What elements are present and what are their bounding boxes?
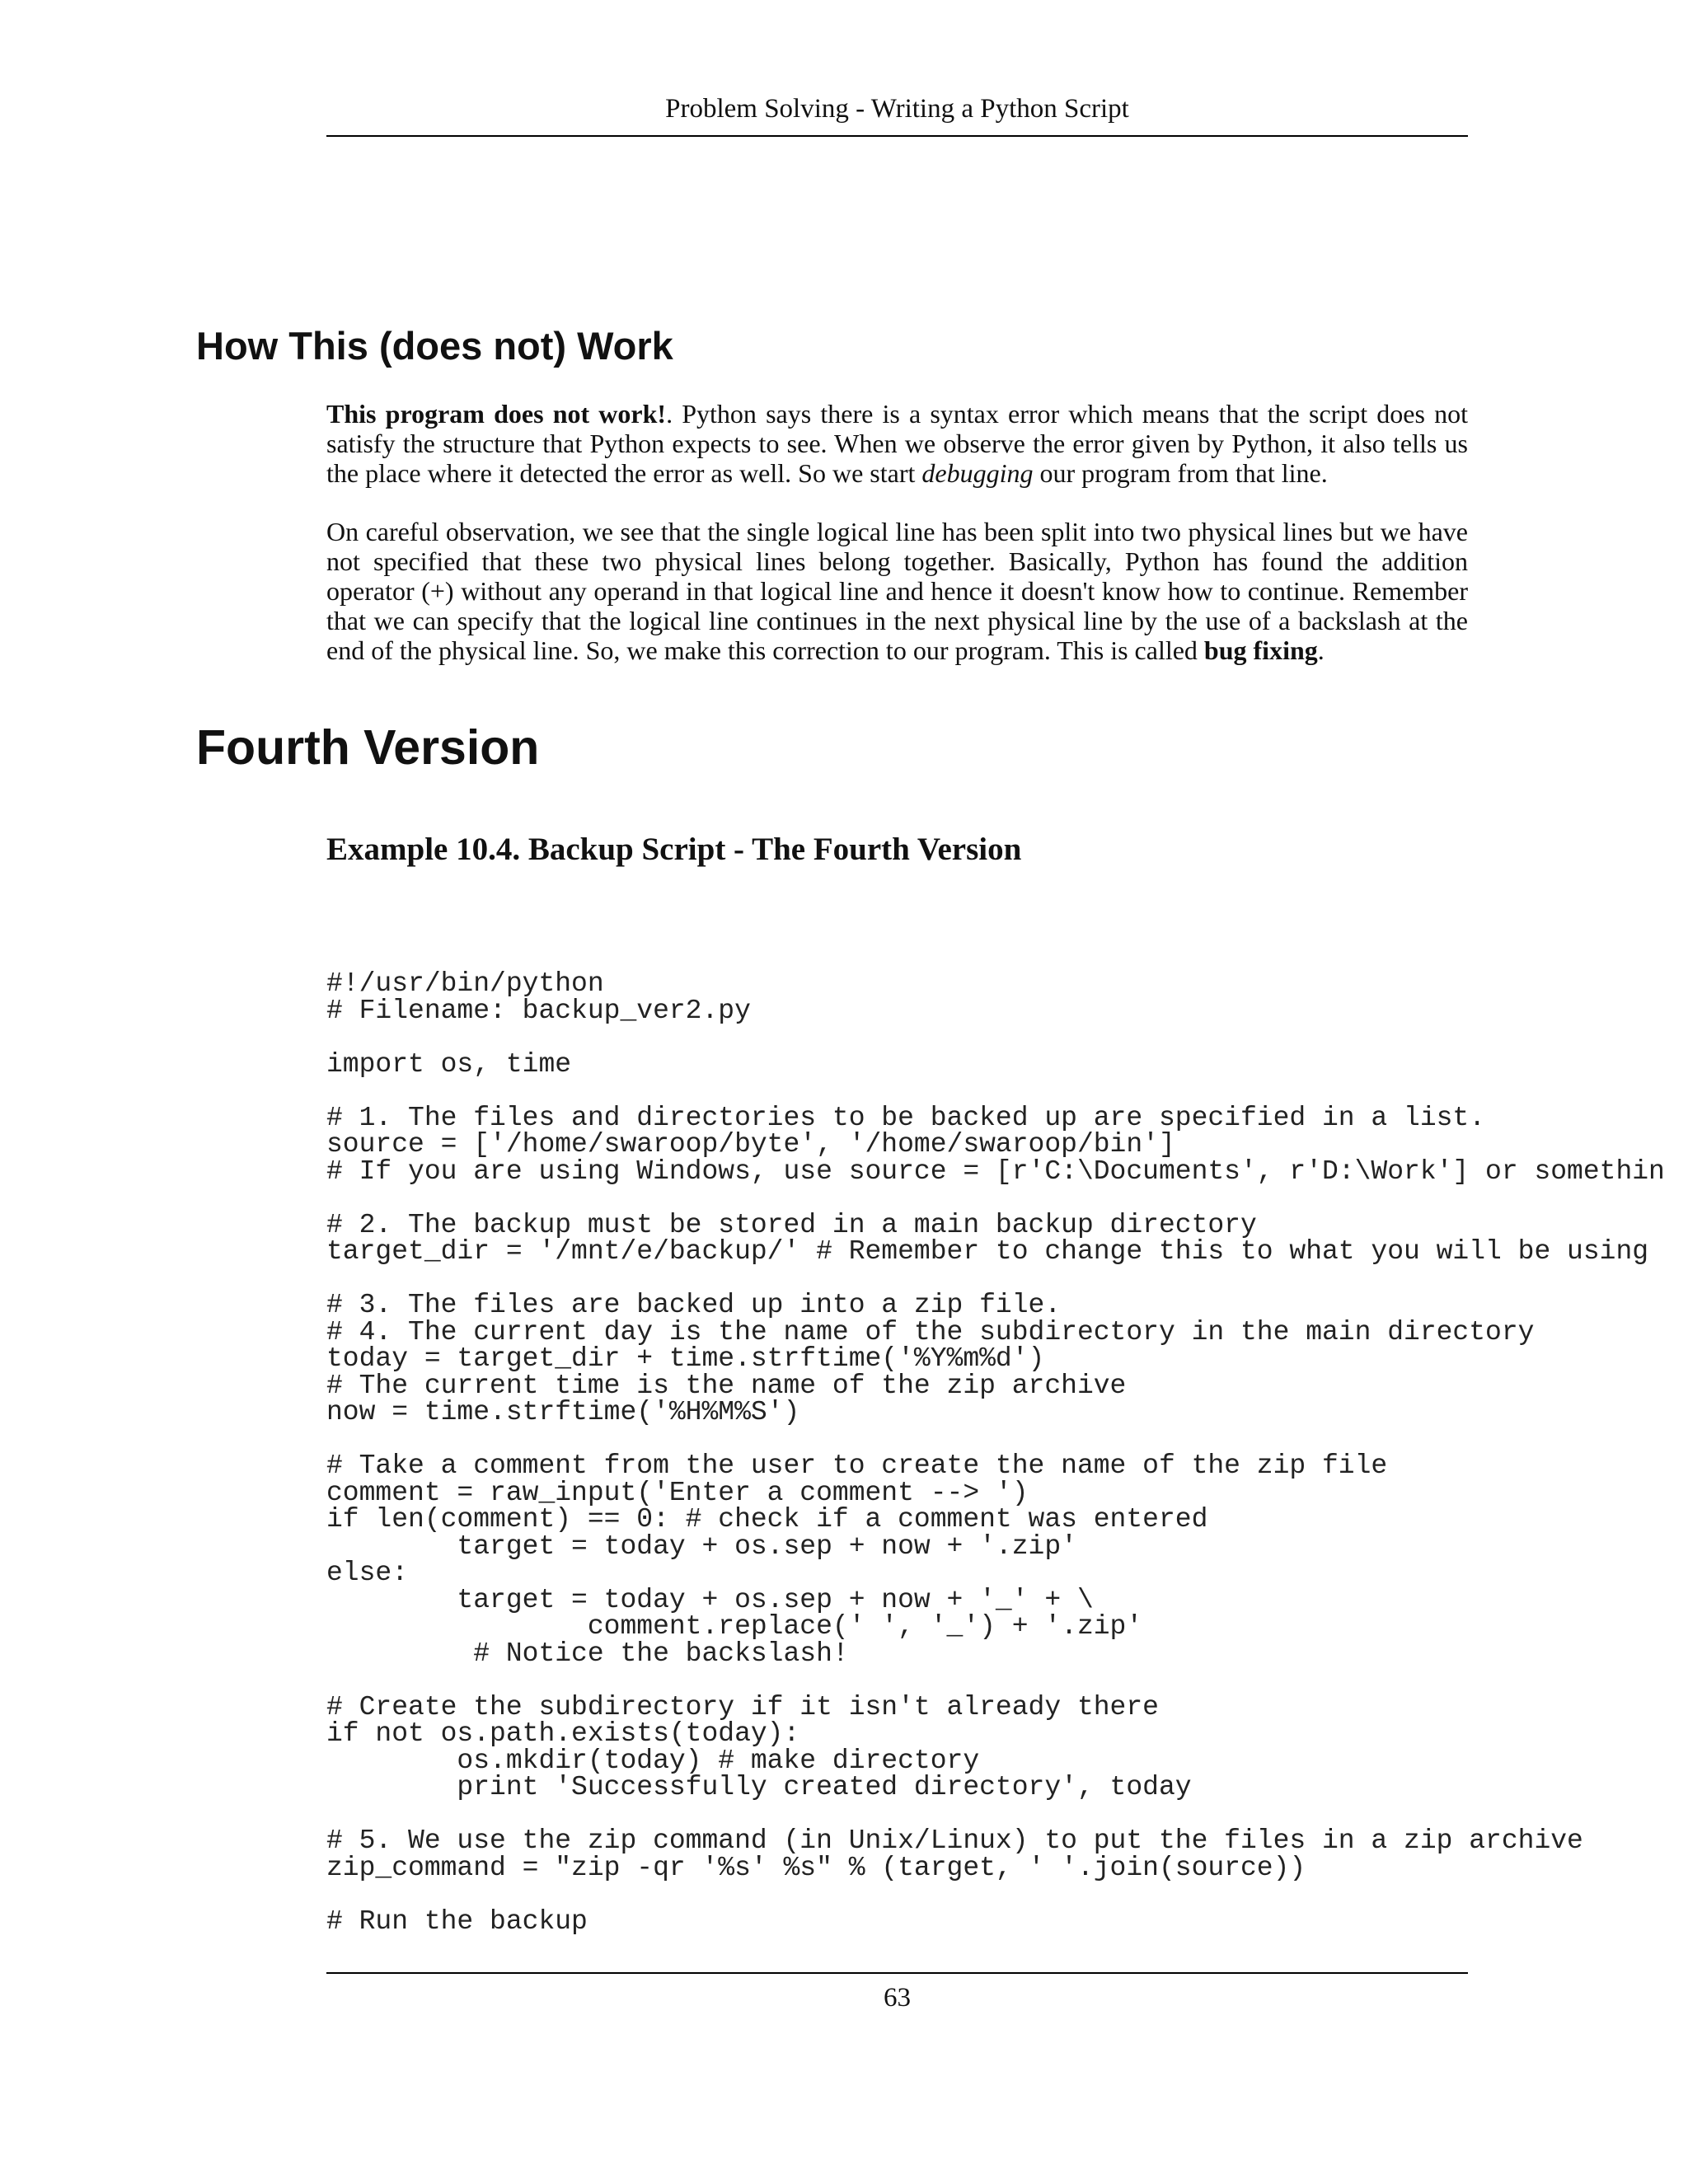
header-rule [326,135,1468,137]
code-line: now = time.strftime('%H%M%S') [326,1397,800,1427]
paragraph-bug-fixing [326,517,1468,665]
bold-term: bug fixing [1203,635,1318,665]
code-line: else: [326,1558,409,1588]
bold-lead: This program does not work! [326,399,667,429]
code-line [326,1882,1688,1909]
code-line: # 1. The files and directories to be backed up are specified in a list. [326,1102,1486,1133]
code-line [326,1078,1688,1105]
paragraph-syntax-error [326,399,1468,488]
code-line: # Filename: backup_ver2.py [326,995,751,1026]
code-line [326,1024,1688,1052]
code-line: # Create the subdirectory if it isn't already there [326,1691,1159,1722]
code-line: print 'Successfully created directory', today [326,1772,1192,1802]
footer-rule [326,1972,1468,1974]
code-line: if not os.path.exists(today): [326,1718,800,1749]
code-line: if len(comment) == 0: # check if a comment was entered [326,1504,1208,1535]
code-line: # Take a comment from the user to create the name of the zip file [326,1451,1388,1481]
code-line: os.mkdir(today) # make directory [326,1745,980,1776]
code-listing [326,971,1688,1935]
code-line: # The current time is the name of the zip archive [326,1370,1127,1401]
code-line: # 4. The current day is the name of the subdirectory in the main directory [326,1316,1535,1347]
code-line: # Run the backup [326,1905,588,1935]
code-line: comment.replace(' ', '_') + '.zip' [326,1611,1143,1642]
page-number: 63 [884,1983,911,2013]
code-line: comment = raw_input('Enter a comment --> ') [326,1477,1029,1508]
code-line [326,1802,1688,1829]
code-line: target = today + os.sep + now + '_' + \ [326,1584,1094,1615]
running-header: Problem Solving - Writing a Python Script [665,94,1129,124]
code-line: # 2. The backup must be stored in a main backup directory [326,1209,1257,1240]
code-line [326,1266,1688,1293]
code-line: #!/usr/bin/python [326,971,604,999]
code-line: # Notice the backslash! [326,1638,849,1669]
code-line: target = today + os.sep + now + '.zip' [326,1530,1077,1562]
code-line: # 5. We use the zip command (in Unix/Linux) to put the files in a zip archive [326,1825,1583,1856]
code-line [326,1185,1688,1212]
code-line: zip_command = "zip -qr '%s' %s" % (target, ' '.join(source)) [326,1852,1306,1883]
code-line: import os, time [326,1048,572,1080]
code-line: # 3. The files are backed up into a zip file. [326,1290,1062,1320]
code-line: today = target_dir + time.strftime('%Y%m%d') [326,1343,1045,1374]
code-line [326,1667,1688,1694]
section-heading: How This (does not) Work [196,324,673,368]
code-line [326,1427,1688,1454]
example-title: Example 10.4. Backup Script - The Fourth Version [326,832,1022,867]
code-line: target_dir = '/mnt/e/backup/' # Remember to change this to what you will be using [326,1236,1649,1267]
italic-term: debugging [921,458,1034,488]
para2-tail: . [1317,635,1325,665]
code-line: source = ['/home/swaroop/byte', '/home/swaroop/bin'] [326,1129,1175,1160]
chapter-heading: Fourth Version [196,720,540,775]
para1-text: . Python says there is a syntax error which means that the script does not satisfy the structure that Python expects to see. When we observe the error given by Python, it also tells us the place where it detected the error as well. So we start [326,399,1469,488]
para2-text: On careful observation, we see that the single logical line has been split into two physical lines but we have not specified that these two physical lines belong together. Basically, Python has found the addition operator (+) without any operand in that logical line and hence it doesn't know how to continue. Remember that we can specify that the logical line continues in the next physical line by the use of a backslash at the end of the physical line. So, we make this correction to our program. This is called [326,517,1468,665]
code-line: # If you are using Windows, use source = [r'C:\Documents', r'D:\Work'] or somethin [326,1155,1665,1187]
para1-tail: our program from that line. [1033,458,1328,488]
